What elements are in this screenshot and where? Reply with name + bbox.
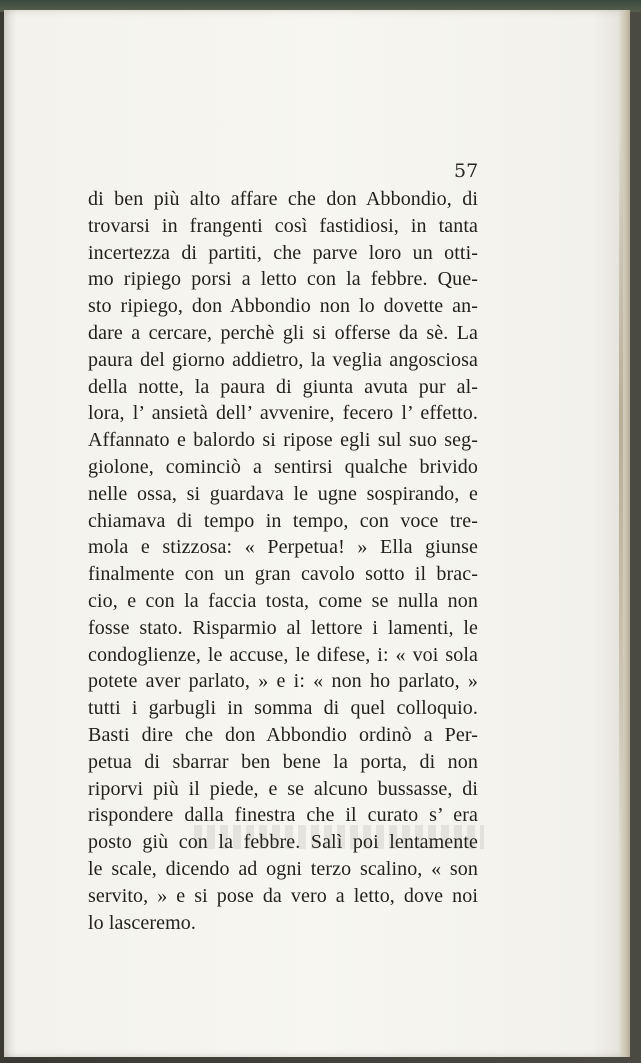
page-body-text — [88, 186, 478, 936]
text-line: le scale, dicendo ad ogni terzo scalino, « son — [88, 857, 478, 880]
text-line: di ben più alto affare che don Abbondio, di — [88, 188, 478, 210]
text-line: paura del giorno addietro, la veglia angosciosa — [88, 348, 478, 371]
book-page — [4, 10, 630, 1057]
text-line: servito, » e si pose da vero a letto, dove noi — [88, 884, 478, 907]
text-line: Affannato e balordo si ripose egli sul suo seg- — [88, 429, 478, 452]
text-line: trovarsi in frangenti così fastidiosi, in tanta — [88, 214, 478, 237]
text-line: incertezza di partiti, che parve loro un otti- — [88, 241, 478, 264]
text-line: dare a cercare, perchè gli si offerse da sè. La — [88, 321, 478, 344]
text-line: della notte, la paura di giunta avuta pur al- — [88, 375, 478, 398]
text-line: posto giù con la febbre. Salì poi lentamente — [88, 831, 478, 854]
text-line: mola e stizzosa: « Perpetua! » Ella giunse — [88, 536, 478, 559]
text-line: giolone, cominciò a sentirsi qualche brivido — [88, 455, 478, 478]
page-curl-shadow — [619, 130, 623, 850]
text-line: petua di sbarrar ben bene la porta, di non — [88, 750, 478, 773]
text-line: fosse stato. Risparmio al lettore i lamenti, le — [88, 616, 478, 639]
text-line: riporvi più il piede, e se alcuno bussasse, di — [88, 777, 478, 800]
text-line: mo ripiego porsi a letto con la febbre. Que- — [88, 268, 478, 291]
text-line: lora, l’ ansietà dell’ avvenire, fecero l’ effetto. — [88, 402, 478, 425]
show-through-text — [194, 825, 484, 849]
text-line: Basti dire che don Abbondio ordinò a Per- — [88, 723, 478, 746]
text-line: finalmente con un gran cavolo sotto il brac- — [88, 563, 478, 586]
text-line: condoglienze, le accuse, le difese, i: « voi sola — [88, 643, 478, 666]
text-line: nelle ossa, si guardava le ugne sospirando, e — [88, 482, 478, 505]
text-line-final: lo lasceremo. — [88, 911, 196, 934]
text-line: cio, e con la faccia tosta, come se nulla non — [88, 589, 478, 612]
text-line: rispondere dalla finestra che il curato s’ era — [88, 804, 478, 827]
text-line: potete aver parlato, » e i: « non ho parlato, » — [88, 670, 478, 693]
text-line: chiamava di tempo in tempo, con voce tre- — [88, 509, 478, 532]
page-number: 57 — [454, 160, 479, 182]
text-line: tutti i garbugli in somma di quel colloquio. — [88, 697, 478, 720]
text-line: sto ripiego, don Abbondio non lo dovette an- — [88, 295, 478, 318]
